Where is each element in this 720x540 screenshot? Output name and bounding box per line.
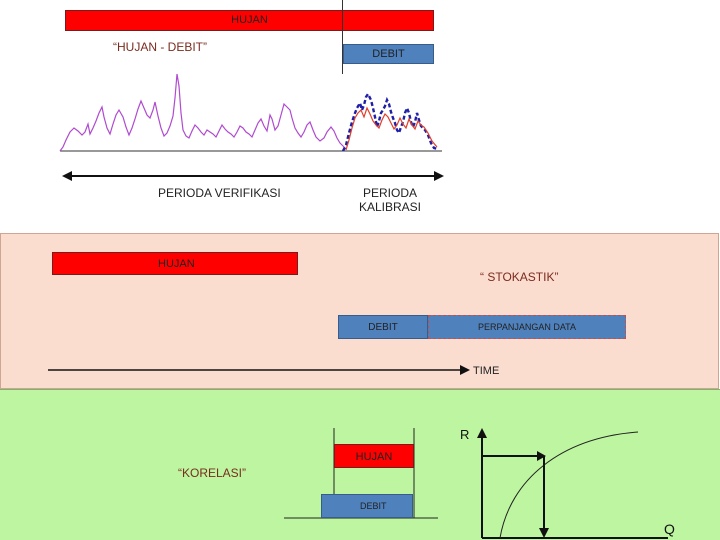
q-projection-arrowhead xyxy=(539,528,549,538)
time-axis-arrowhead xyxy=(460,365,470,375)
rating-curve-graph xyxy=(470,420,690,540)
stokastik-title: “ STOKASTIK” xyxy=(480,270,559,284)
rating-curve xyxy=(500,432,638,538)
perpanjangan-data-label: PERPANJANGAN DATA xyxy=(477,322,576,332)
q-axis-label: Q xyxy=(664,521,675,537)
perpanjangan-data-bar xyxy=(428,315,626,339)
debit-bar-stokastik xyxy=(338,315,428,339)
time-label: TIME xyxy=(473,365,500,377)
hujan-bar-stokastik xyxy=(52,252,298,275)
hujan-bar-korelasi xyxy=(334,444,414,468)
hujan-bar-stokastik-label: HUJAN xyxy=(158,258,195,270)
r-axis-label: R xyxy=(460,427,470,442)
debit-bar-top-label: DEBIT xyxy=(372,48,405,60)
simulated-flow-line xyxy=(346,108,437,150)
debit-bar-stokastik-label: DEBIT xyxy=(368,322,398,333)
perioda-verifikasi-label: PERIODA VERIFIKASI xyxy=(158,186,281,200)
time-axis xyxy=(0,360,480,380)
r-axis-arrowhead xyxy=(477,428,487,438)
debit-bar-korelasi-label: DEBIT xyxy=(360,501,387,511)
period-arrow-head-right xyxy=(434,171,444,181)
hujan-debit-title: “HUJAN - DEBIT” xyxy=(113,40,207,54)
korelasi-title: “KORELASI” xyxy=(178,466,247,480)
perioda-kalibrasi-label: PERIODA KALIBRASI xyxy=(358,186,422,215)
rain-response-line xyxy=(60,74,346,151)
period-arrow-head-left xyxy=(62,171,72,181)
hujan-bar-korelasi-label: HUJAN xyxy=(355,451,393,463)
hujan-bar-top-label: HUJAN xyxy=(231,14,268,26)
debit-bar-korelasi xyxy=(321,494,413,518)
